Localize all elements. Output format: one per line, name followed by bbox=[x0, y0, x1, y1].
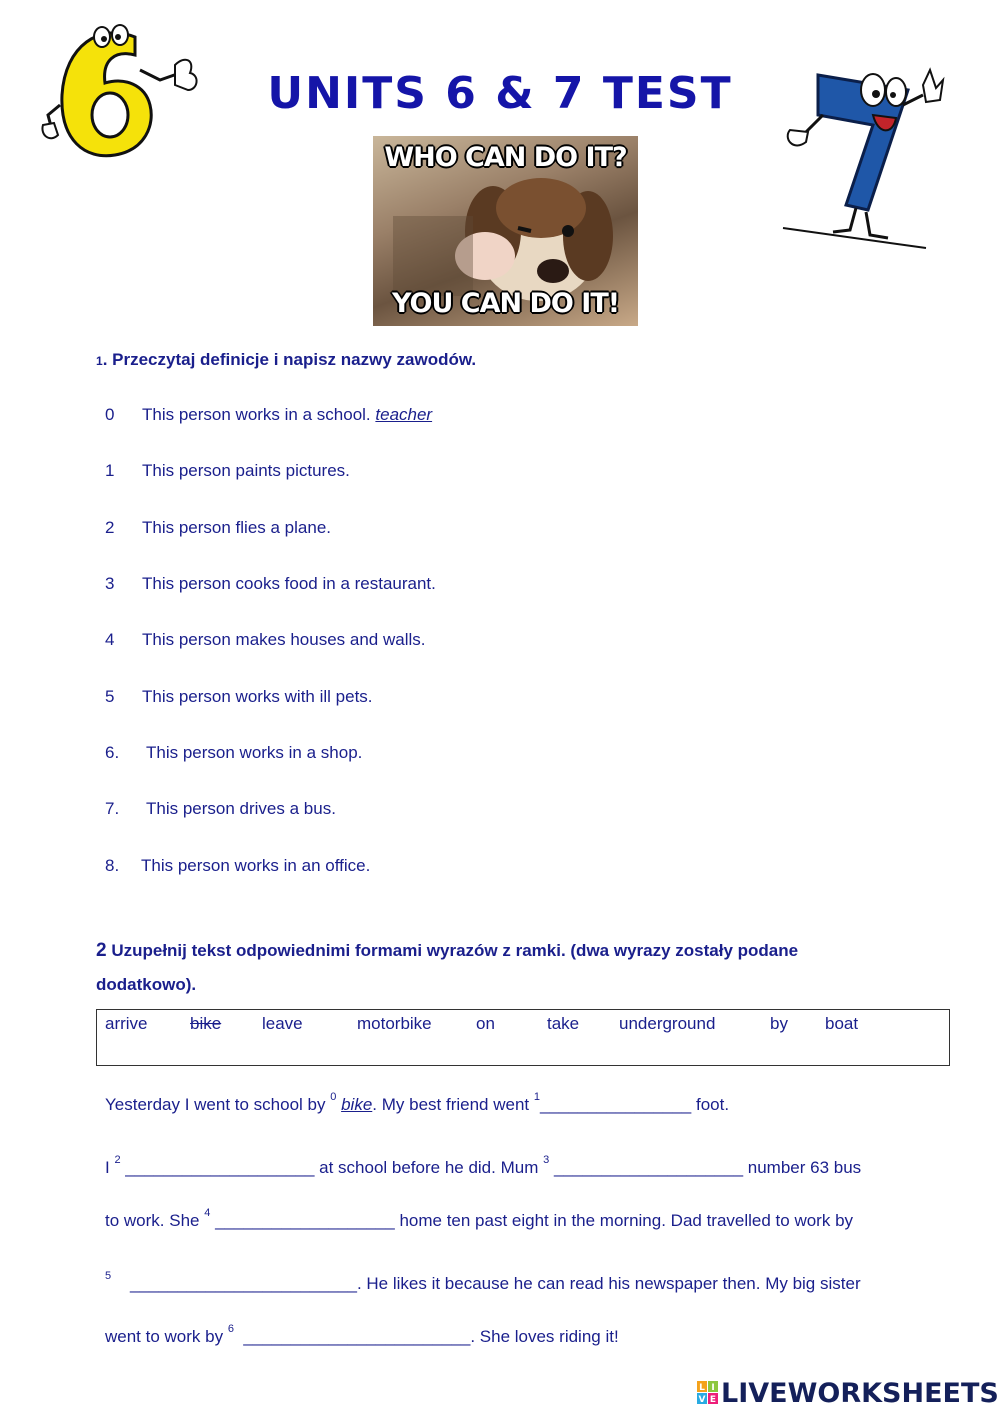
text-fragment: . He likes it because he can read his newspaper then. My big sister bbox=[356, 1274, 861, 1293]
question-1 bbox=[105, 461, 350, 481]
liveworksheets-logo-icon bbox=[697, 1381, 719, 1405]
question-2 bbox=[105, 518, 331, 538]
question-text: This person works in an office. bbox=[141, 856, 371, 875]
liveworksheets-logo bbox=[697, 1378, 999, 1409]
logo-letter: L bbox=[699, 1383, 705, 1393]
logo-letter: E bbox=[709, 1395, 717, 1405]
paragraph-line-3 bbox=[105, 1207, 854, 1231]
answer-blank-4[interactable]: ___________________ bbox=[210, 1211, 395, 1230]
gap-number: 0 bbox=[330, 1091, 337, 1103]
word-box bbox=[96, 1009, 950, 1066]
question-4 bbox=[105, 630, 425, 650]
paragraph-line-4 bbox=[105, 1270, 861, 1294]
question-7 bbox=[105, 799, 336, 819]
question-text: This person paints pictures. bbox=[142, 461, 350, 480]
word-arrive: arrive bbox=[105, 1014, 148, 1033]
example-answer-bike: bike bbox=[341, 1095, 373, 1114]
question-number: 0 bbox=[105, 405, 115, 424]
word-motorbike: motorbike bbox=[357, 1014, 432, 1033]
section-2-heading-line2: dodatkowo). bbox=[96, 975, 197, 994]
question-0 bbox=[105, 405, 432, 425]
text-fragment: foot. bbox=[691, 1095, 730, 1114]
gap-number: 5 bbox=[105, 1270, 112, 1282]
text-fragment: home ten past eight in the morning. Dad travelled to work by bbox=[394, 1211, 854, 1230]
paragraph-line-2 bbox=[105, 1154, 862, 1178]
question-number: 1 bbox=[105, 461, 115, 480]
meme-bottom-caption: YOU CAN DO IT! bbox=[391, 288, 620, 319]
section-2-number: 2 bbox=[96, 940, 107, 961]
section-1-heading bbox=[96, 350, 476, 370]
answer-blank-2[interactable]: ____________________ bbox=[120, 1158, 315, 1177]
word-leave: leave bbox=[262, 1014, 303, 1033]
question-number: 5 bbox=[105, 687, 115, 706]
section-1-heading-text: . Przeczytaj definicje i napisz nazwy zawodów. bbox=[102, 350, 477, 369]
section-2-heading-line1: Uzupełnij tekst odpowiednimi formami wyrazów z ramki. (dwa wyrazy zostały podane bbox=[111, 941, 799, 960]
question-text: This person flies a plane. bbox=[142, 518, 331, 537]
word-on: on bbox=[476, 1014, 495, 1033]
question-5 bbox=[105, 687, 373, 707]
question-number: 2 bbox=[105, 518, 115, 537]
gap-number: 6 bbox=[227, 1323, 234, 1335]
text-fragment: went to work by bbox=[105, 1327, 228, 1346]
text-fragment: number 63 bus bbox=[743, 1158, 862, 1177]
answer-blank-3[interactable]: ____________________ bbox=[549, 1158, 744, 1177]
page-title: UNITS 6 & 7 TEST bbox=[267, 68, 733, 119]
example-answer: teacher bbox=[375, 405, 433, 424]
meme-image bbox=[373, 136, 638, 326]
word-boat: boat bbox=[825, 1014, 859, 1033]
question-number: 3 bbox=[105, 574, 115, 593]
answer-blank-6[interactable]: ________________________ bbox=[243, 1327, 471, 1346]
logo-letter: V bbox=[698, 1395, 706, 1405]
question-6 bbox=[105, 743, 362, 763]
logo-letter: I bbox=[711, 1383, 715, 1393]
question-number: 4 bbox=[105, 630, 115, 649]
section-2-heading bbox=[96, 940, 798, 962]
question-number: 7. bbox=[105, 799, 120, 818]
word-underground: underground bbox=[619, 1014, 716, 1033]
word-bike-crossed: bike bbox=[190, 1014, 222, 1033]
word-by: by bbox=[770, 1014, 788, 1033]
question-text: This person works in a school. bbox=[142, 405, 371, 424]
question-text: This person works with ill pets. bbox=[142, 687, 373, 706]
question-8 bbox=[105, 856, 370, 876]
text-fragment: Yesterday I went to school by bbox=[105, 1095, 331, 1114]
gap-number: 2 bbox=[114, 1154, 121, 1166]
question-text: This person makes houses and walls. bbox=[142, 630, 426, 649]
text-fragment: to work. She bbox=[105, 1211, 205, 1230]
gap-number: 4 bbox=[204, 1207, 211, 1219]
question-text: This person drives a bus. bbox=[146, 799, 336, 818]
gap-number: 3 bbox=[543, 1154, 550, 1166]
meme-top-caption: WHO CAN DO IT? bbox=[384, 142, 627, 173]
question-text: This person cooks food in a restaurant. bbox=[142, 574, 436, 593]
question-3 bbox=[105, 574, 436, 594]
text-fragment: . My best friend went bbox=[372, 1095, 534, 1114]
paragraph-line-1 bbox=[105, 1091, 730, 1115]
question-number: 8. bbox=[105, 856, 120, 875]
text-fragment: . She loves riding it! bbox=[470, 1327, 619, 1346]
answer-blank-1[interactable]: ________________ bbox=[539, 1095, 692, 1114]
answer-blank-5[interactable]: ________________________ bbox=[130, 1274, 357, 1293]
question-number: 6. bbox=[105, 743, 120, 762]
section-1-number: 1 bbox=[96, 354, 103, 368]
gap-number: 1 bbox=[533, 1091, 540, 1103]
paragraph-line-5 bbox=[105, 1323, 619, 1347]
text-fragment: I bbox=[105, 1158, 115, 1177]
word-take: take bbox=[547, 1014, 580, 1033]
liveworksheets-logo-text: LIVEWORKSHEETS bbox=[721, 1378, 999, 1409]
question-text: This person works in a shop. bbox=[146, 743, 363, 762]
text-fragment: at school before he did. Mum bbox=[314, 1158, 544, 1177]
